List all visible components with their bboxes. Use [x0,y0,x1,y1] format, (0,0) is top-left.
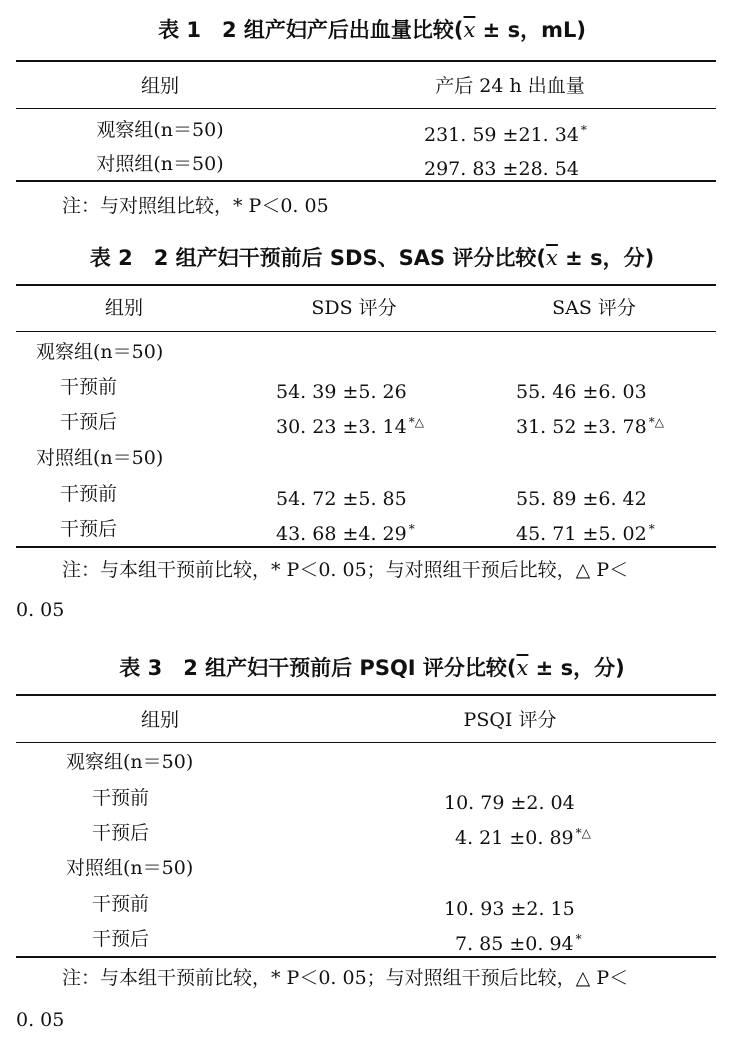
table2-sas-text: 31. 52 ±3. 78 [516,416,647,438]
table1-caption-suffix: ± s，mL) [475,18,586,42]
table1-row-group: 观察组(n＝50) [96,119,224,141]
table2-sas-mark: * [648,522,655,536]
table2-sas-cell [516,375,649,404]
table2-sds-cell [276,375,409,404]
table1-header-value: 产后 24 h 出血量 [435,75,585,97]
table3-psqi-cell [455,927,582,956]
table3-psqi-cell [444,892,577,921]
table2-sas-text: 55. 89 ±6. 42 [516,488,647,510]
table1-row-group: 对照组(n＝50) [96,153,224,175]
table2-sas-cell [516,517,655,546]
table2-sas-cell [516,410,664,439]
table3-header-group: 组别 [140,709,180,731]
table2-header-sds: SDS 评分 [311,297,397,319]
table3-row-label: 干预后 [92,822,150,844]
table3-psqi-cell [444,786,577,815]
table3-caption-prefix: 表 3 2 组产妇干预前后 PSQI 评分比较( [119,656,517,680]
table2-group-label: 观察组(n＝50) [36,341,164,363]
table2-caption-suffix: ± s，分) [557,246,655,270]
table1-caption-prefix: 表 1 2 组产妇产后出血量比较( [158,18,464,42]
table2-top-rule [16,284,716,286]
table2-sds-mark: *△ [408,415,424,429]
table1-caption [0,14,744,44]
table2-sas-mark: *△ [648,415,664,429]
table3-row-label: 干预后 [92,928,150,950]
table2-sas-cell [516,482,649,511]
table3-caption [0,652,744,682]
table2-sds-text: 43. 68 ±4. 29 [276,523,407,545]
table3-group-label: 观察组(n＝50) [66,751,194,773]
table3-header-psqi: PSQI 评分 [463,709,557,731]
table2-row-label: 干预后 [60,518,118,540]
table3-group-label: 对照组(n＝50) [66,857,194,879]
table1-row-value [424,152,581,181]
table1-note: 注：与对照组比较，* P＜0. 05 [62,195,329,217]
table2-sds-cell [276,482,409,511]
table2-sds-text: 54. 72 ±5. 85 [276,488,407,510]
table3-psqi-cell [455,821,591,850]
table3-psqi-mark: * [575,932,582,946]
table3-row-label: 干预前 [92,787,150,809]
table2-bottom-rule [16,546,716,548]
table1-top-rule [16,60,716,62]
table2-sds-text: 30. 23 ±3. 14 [276,416,407,438]
table1-row-value-text: 297. 83 ±28. 54 [424,158,579,180]
table1-caption-x: $\overline{x}$ [463,18,476,42]
table3-psqi-text: 4. 21 ±0. 89 [455,827,574,849]
table3-psqi-mark: *△ [575,826,591,840]
table2-note-line1: 注：与本组干预前比较，* P＜0. 05；与对照组干预后比较，△ P＜ [62,559,629,581]
table3-row-label: 干预前 [92,893,150,915]
table2-group-label: 对照组(n＝50) [36,447,164,469]
table2-row-label: 干预前 [60,483,118,505]
table3-header-rule [16,742,716,743]
table1-row-mark: * [580,123,587,137]
table3-bottom-rule [16,956,716,958]
table3-caption-x: $\overline{x}$ [516,656,529,680]
table2-caption-x: $\overline{x}$ [546,246,558,270]
table2-row-label: 干预前 [60,376,118,398]
table2-note-line2: 0. 05 [16,599,65,621]
table1-bottom-rule [16,180,716,182]
table1-row-value [424,118,587,147]
table3-note-line2: 0. 05 [16,1009,65,1031]
table1-row-value-text: 231. 59 ±21. 34 [424,124,579,146]
table2-sds-mark: * [408,522,415,536]
table2-sas-text: 55. 46 ±6. 03 [516,381,647,403]
table2-header-sas: SAS 评分 [552,297,636,319]
table3-caption-suffix: ± s，分) [528,656,625,680]
table2-sds-text: 54. 39 ±5. 26 [276,381,407,403]
table3-note-line1: 注：与本组干预前比较，* P＜0. 05；与对照组干预后比较，△ P＜ [62,967,629,989]
table2-caption [0,242,744,272]
table2-sas-text: 45. 71 ±5. 02 [516,523,647,545]
table2-caption-prefix: 表 2 2 组产妇干预前后 SDS、SAS 评分比较( [89,246,547,270]
table3-top-rule [16,694,716,696]
table2-sds-cell [276,517,415,546]
table1-header-group: 组别 [140,75,180,97]
table1-header-rule [16,108,716,109]
table3-psqi-text: 10. 93 ±2. 15 [444,898,575,920]
table2-header-group: 组别 [104,297,144,319]
table3-psqi-text: 7. 85 ±0. 94 [455,933,574,955]
table2-row-label: 干预后 [60,411,118,433]
table2-sds-cell [276,410,424,439]
table2-header-rule [16,331,716,332]
table3-psqi-text: 10. 79 ±2. 04 [444,792,575,814]
